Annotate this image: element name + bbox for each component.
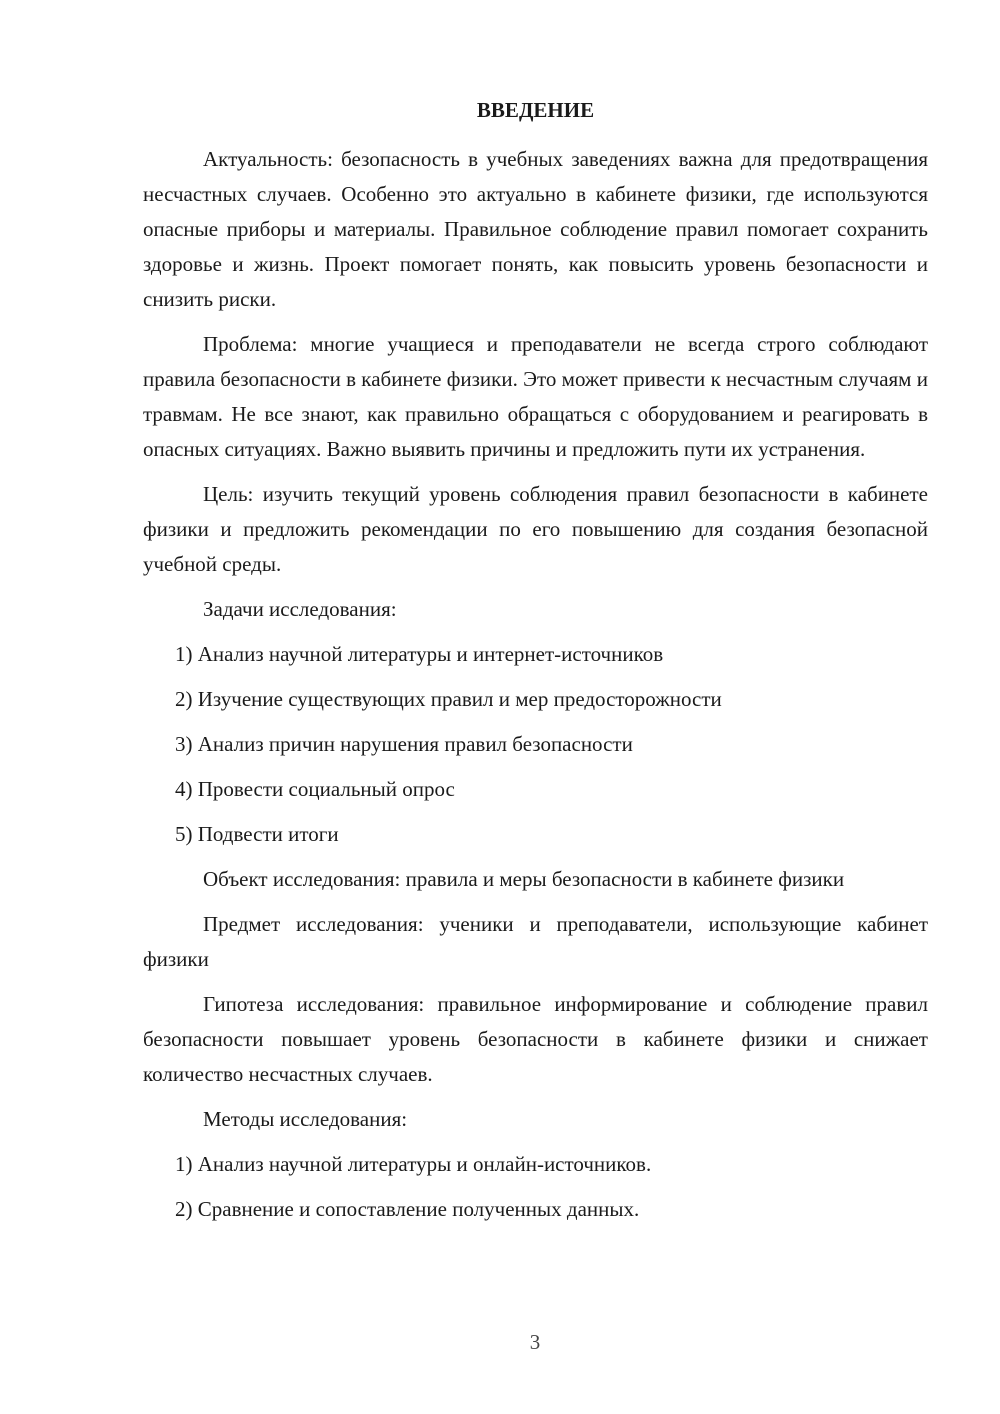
task-item: 5) Подвести итоги xyxy=(175,822,339,846)
section-title: ВВЕДЕНИЕ xyxy=(476,98,595,122)
document-page xyxy=(143,88,928,1237)
method-item: 1) Анализ научной литературы и онлайн-источников. xyxy=(175,1152,652,1176)
paragraph-subject: Предмет исследования: ученики и преподаватели, использующие кабинет физики xyxy=(143,912,928,971)
task-item: 1) Анализ научной литературы и интернет-источников xyxy=(175,642,664,666)
method-item: 2) Сравнение и сопоставление полученных данных. xyxy=(175,1197,640,1221)
paragraph-problem: Проблема: многие учащиеся и преподаватели не всегда строго соблюдают правила безопасности в кабинете физики. Это может привести к несчастным случаям и травмам. Не все знают, как правильно обращаться с оборудованием и реагировать в опасных ситуациях. Важно выявить причины и предложить пути их устранения. xyxy=(143,332,928,461)
paragraph-object: Объект исследования: правила и меры безопасности в кабинете физики xyxy=(203,867,845,891)
task-item: 3) Анализ причин нарушения правил безопасности xyxy=(175,732,633,756)
paragraph-goal: Цель: изучить текущий уровень соблюдения правил безопасности в кабинете физики и предложить рекомендации по его повышению для создания безопасной учебной среды. xyxy=(143,482,928,576)
paragraph-relevance: Актуальность: безопасность в учебных заведениях важна для предотвращения несчастных случаев. Особенно это актуально в кабинете физики, где используются опасные приборы и материалы. Правильное соблюдение правил помогает сохранить здоровье и жизнь. Проект помогает понять, как повысить уровень безопасности и снизить риски. xyxy=(143,147,928,311)
task-item: 2) Изучение существующих правил и мер предосторожности xyxy=(175,687,722,711)
tasks-heading: Задачи исследования: xyxy=(203,597,397,621)
methods-heading: Методы исследования: xyxy=(203,1107,408,1131)
page-number: 3 xyxy=(529,1330,541,1354)
paragraph-hypothesis: Гипотеза исследования: правильное информирование и соблюдение правил безопасности повышает уровень безопасности в кабинете физики и снижает количество несчастных случаев. xyxy=(143,992,928,1086)
task-item: 4) Провести социальный опрос xyxy=(175,777,455,801)
